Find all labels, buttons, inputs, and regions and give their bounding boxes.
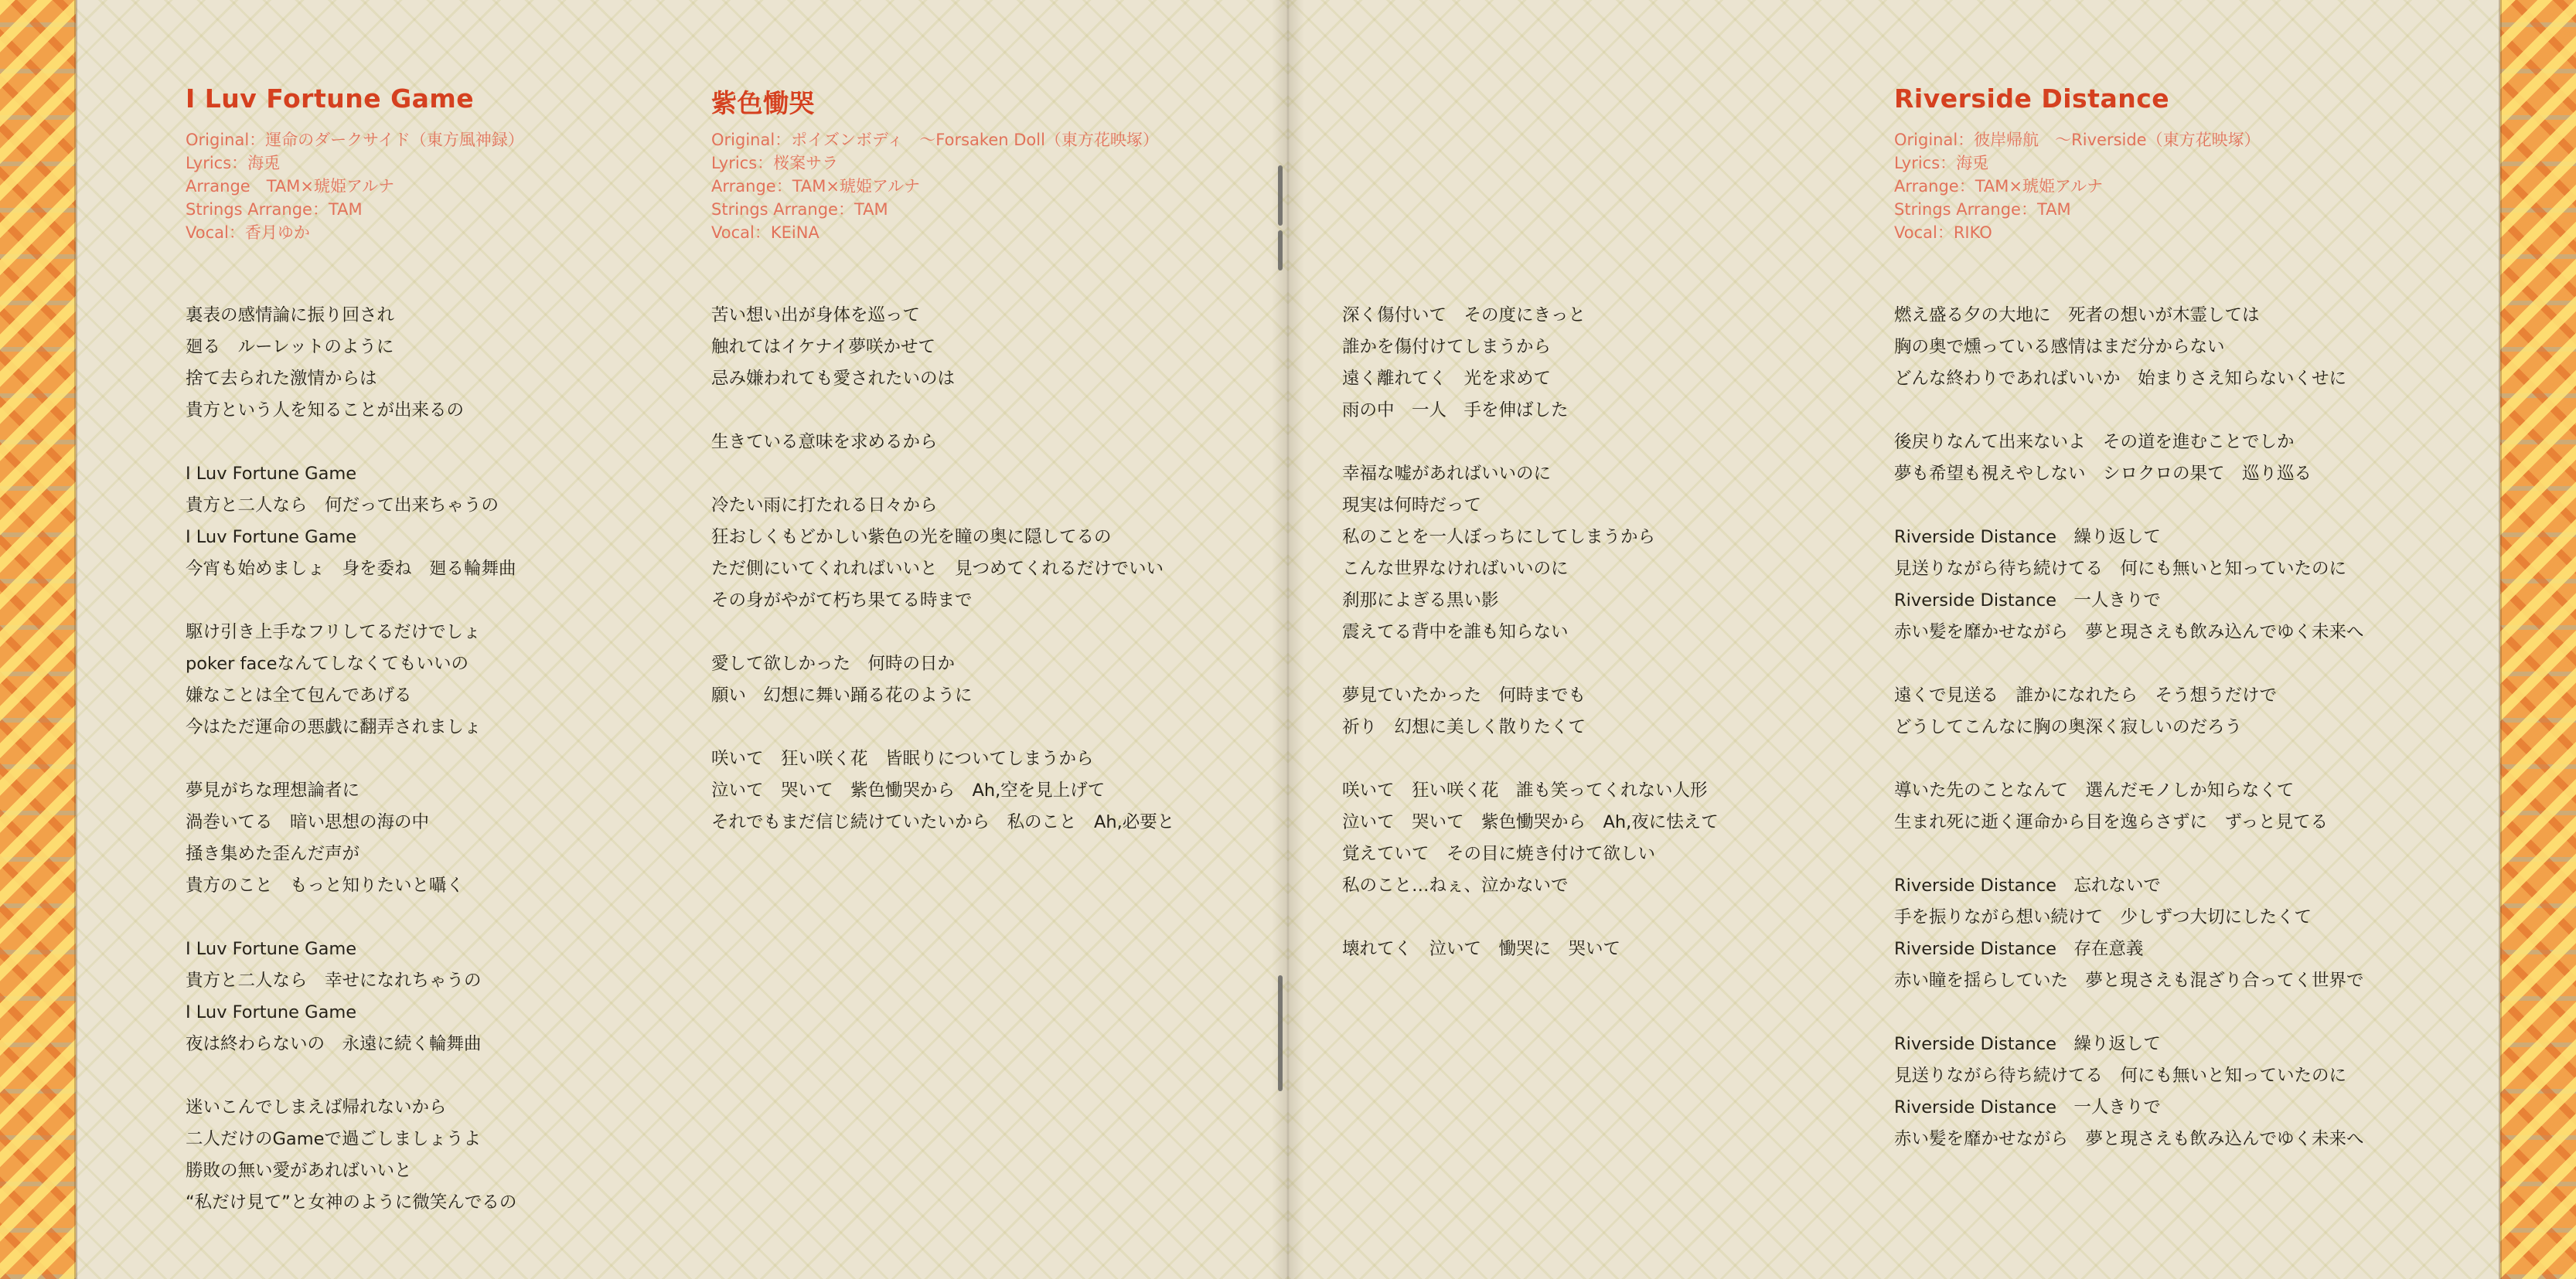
lyric-line: Riverside Distance 繰り返して [1894, 527, 2161, 547]
lyric-line: 赤い髪を靡かせながら 夢と現さえも飲み込んでゆく未来へ [1894, 1129, 2364, 1149]
lyric-line: I Luv Fortune Game [186, 1002, 357, 1022]
lyrics-stanza [186, 458, 727, 585]
lyric-line: どうしてこんなに胸の奥深く寂しいのだろう [1894, 717, 2243, 737]
left-decorative-border [0, 0, 76, 1279]
lyrics-block [711, 300, 1252, 838]
lyrics-stanza [186, 775, 727, 902]
lyric-line: 貴方と二人なら 何だって出来ちゃうの [186, 495, 499, 515]
lyric-line: 誰かを傷付けてしまうから [1342, 337, 1552, 357]
lyrics-stanza [1894, 300, 2435, 395]
lyric-line: 貴方という人を知ることが出来るの [186, 400, 465, 420]
lyric-line: 愛して欲しかった 何時の日か [711, 654, 956, 674]
credit-line: Vocal：香月ゆか [186, 223, 310, 242]
song-column-riverside-distance [1894, 83, 2435, 1187]
staple-top-lower [1278, 230, 1283, 270]
credit-line: Vocal：RIKO [1894, 223, 1992, 242]
lyric-line: 忌み嫌われても愛されたいのは [711, 369, 956, 389]
lyrics-stanza [1894, 522, 2435, 648]
lyrics-stanza [1894, 680, 2435, 743]
lyric-line: 祈り 幻想に美しく散りたくて [1342, 717, 1586, 737]
lyric-line: Riverside Distance 存在意義 [1894, 939, 2144, 959]
right-border-edge [2499, 0, 2502, 1279]
lyrics-block [1342, 300, 1883, 965]
credit-line: Arrange：TAM×琥姫アルナ [1894, 177, 2104, 196]
lyric-line: 私のことを一人ぼっちにしてしまうから [1342, 527, 1656, 547]
credit-line: Arrange：TAM×琥姫アルナ [711, 177, 921, 196]
lyric-line: 狂おしくもどかしい紫色の光を瞳の奥に隠してるの [711, 527, 1112, 547]
lyric-line: 導いた先のことなんて 選んだモノしか知らなくて [1894, 781, 2295, 801]
song-column-murasakiiro-doukoku-continued [1342, 83, 1883, 997]
lyrics-stanza [711, 427, 1252, 458]
lyric-line: 刹那によぎる黒い影 [1342, 590, 1499, 611]
lyric-line: 見送りながら待ち続けてる 何にも無いと知っていたのに [1894, 1066, 2347, 1086]
song-column-i-luv-fortune-game [186, 83, 727, 1250]
lyrics-stanza [186, 1092, 727, 1219]
credit-line: Original：ポイズンボディ ～Forsaken Doll（東方花映塚） [711, 131, 1159, 149]
lyrics-stanza [711, 300, 1252, 395]
lyric-line: Riverside Distance 忘れないで [1894, 876, 2161, 896]
lyric-line: I Luv Fortune Game [186, 939, 357, 959]
lyric-line: 今宵も始めましょ 身を委ね 廻る輪舞曲 [186, 559, 516, 579]
lyric-line: 貴方のこと もっと知りたいと囁く [186, 876, 465, 896]
credit-line: Strings Arrange：TAM [1894, 200, 2071, 219]
lyrics-stanza [711, 743, 1252, 838]
lyric-line: 迷いこんでしまえば帰れないから [186, 1097, 447, 1117]
lyrics-stanza [1894, 1029, 2435, 1155]
lyric-line: 覚えていて その目に焼き付けて欲しい [1342, 844, 1656, 864]
lyric-line: Riverside Distance 繰り返して [1894, 1034, 2161, 1054]
lyric-line: 遠く離れてく 光を求めて [1342, 369, 1552, 389]
lyric-line: “私だけ見て”と女神のように微笑んでるの [186, 1192, 517, 1213]
lyric-line: 冷たい雨に打たれる日々から [711, 495, 938, 515]
lyric-line: どんな終わりであればいいか 始まりさえ知らないくせに [1894, 369, 2347, 389]
staple-bottom [1278, 975, 1283, 1091]
lyric-line: 咲いて 狂い咲く花 誰も笑ってくれない人形 [1342, 781, 1708, 801]
lyric-line: 願い 幻想に舞い踊る花のように [711, 685, 973, 706]
lyric-line: 勝敗の無い愛があればいいと [186, 1161, 412, 1181]
lyric-line: 私のこと…ねぇ、泣かないで [1342, 876, 1569, 896]
lyric-line: 夢見がちな理想論者に [186, 781, 360, 801]
lyrics-stanza [1342, 775, 1883, 902]
lyric-line: 貴方と二人なら 幸せになれちゃうの [186, 971, 482, 991]
credit-line: Lyrics：海兎 [1894, 154, 1989, 172]
lyric-line: 深く傷付いて その度にきっと [1342, 305, 1586, 325]
lyric-line: 苦い想い出が身体を巡って [711, 305, 921, 325]
credit-line: Original：彼岸帰航 ～Riverside（東方花映塚） [1894, 131, 2261, 149]
credit-line: Original：運命のダークサイド（東方風神録） [186, 131, 524, 149]
lyrics-stanza [186, 934, 727, 1060]
credit-line: Lyrics：海兎 [186, 154, 281, 172]
booklet-spine [1272, 0, 1304, 1279]
lyrics-stanza [1894, 427, 2435, 490]
lyrics-stanza [1342, 680, 1883, 743]
lyric-line: 赤い瞳を揺らしていた 夢と現さえも混ざり合ってく世界で [1894, 971, 2364, 991]
credit-line: Arrange TAM×琥姫アルナ [186, 177, 395, 196]
lyrics-block [1894, 300, 2435, 1155]
lyric-line: 咲いて 狂い咲く花 皆眠りについてしまうから [711, 749, 1094, 769]
lyrics-stanza [711, 648, 1252, 712]
lyric-line: 現実は何時だって [1342, 495, 1482, 515]
lyric-line: poker faceなんてしなくてもいいの [186, 654, 469, 674]
lyrics-stanza [711, 490, 1252, 617]
lyric-line: 今はただ運命の悪戯に翻弄されましょ [186, 717, 482, 737]
lyric-line: 渦巻いてる 暗い思想の海の中 [186, 812, 430, 832]
song-credits [711, 128, 1252, 244]
lyric-line: ただ側にいてくれればいいと 見つめてくれるだけでいい [711, 559, 1164, 579]
credit-line: Strings Arrange：TAM [711, 200, 888, 219]
lyric-line: 手を振りながら想い続けて 少しずつ大切にしたくて [1894, 907, 2312, 927]
lyric-line: 掻き集めた歪んだ声が [186, 844, 360, 864]
lyric-line: 触れてはイケナイ夢咲かせて [711, 337, 936, 357]
credit-line: Lyrics：桜案サラ [711, 154, 839, 172]
lyrics-stanza [186, 300, 727, 427]
lyric-line: 二人だけのGameで過ごしましょうよ [186, 1129, 481, 1149]
lyric-line: 見送りながら待ち続けてる 何にも無いと知っていたのに [1894, 559, 2347, 579]
lyric-line: 夢見ていたかった 何時までも [1342, 685, 1586, 706]
song-title: I Luv Fortune Game [186, 83, 475, 114]
lyric-line: その身がやがて朽ち果てる時まで [711, 590, 973, 611]
lyric-line: 壊れてく 泣いて 慟哭に 哭いて [1342, 939, 1621, 959]
lyric-line: 嫌なことは全て包んであげる [186, 685, 412, 706]
lyric-line: 駆け引き上手なフリしてるだけでしょ [186, 622, 481, 642]
staple-top [1278, 165, 1283, 226]
lyric-line: 遠くで見送る 誰かになれたら そう想うだけで [1894, 685, 2278, 706]
song-credits [1894, 128, 2435, 244]
song-credits [186, 128, 727, 244]
lyrics-stanza [1342, 300, 1883, 427]
lyrics-stanza [1342, 458, 1883, 648]
lyric-line: 雨の中 一人 手を伸ばした [1342, 400, 1569, 420]
lyric-line: 幸福な嘘があればいいのに [1342, 464, 1552, 484]
lyric-line: 廻る ルーレットのように [186, 337, 394, 357]
lyric-line: 赤い髪を靡かせながら 夢と現さえも飲み込んでゆく未来へ [1894, 622, 2364, 642]
lyric-line: 夢も希望も視えやしない シロクロの果て 巡り巡る [1894, 464, 2312, 484]
credit-line: Strings Arrange：TAM [186, 200, 363, 219]
lyric-line: 泣いて 哭いて 紫色慟哭から Ah,空を見上げて [711, 781, 1106, 801]
lyric-line: こんな世界なければいいのに [1342, 559, 1569, 579]
left-border-edge [74, 0, 77, 1279]
lyrics-block [186, 300, 727, 1219]
lyric-line: 夜は終わらないの 永遠に続く輪舞曲 [186, 1034, 482, 1054]
lyric-line: 泣いて 哭いて 紫色慟哭から Ah,夜に怯えて [1342, 812, 1719, 832]
song-title: Riverside Distance [1894, 83, 2170, 114]
lyric-line: I Luv Fortune Game [186, 527, 357, 547]
song-title [1342, 83, 1883, 116]
lyrics-stanza [186, 617, 727, 743]
lyrics-stanza [1894, 775, 2435, 838]
lyric-line: 裏表の感情論に振り回され [186, 305, 395, 325]
lyric-line: 震えてる背中を誰も知らない [1342, 622, 1569, 642]
lyric-line: それでもまだ信じ続けていたいから 私のこと Ah,必要と [711, 812, 1175, 832]
lyric-line: 生きている意味を求めるから [711, 432, 938, 452]
song-credits [1342, 128, 1883, 244]
lyrics-stanza [1894, 870, 2435, 997]
lyrics-stanza [1342, 934, 1883, 965]
lyric-line: Riverside Distance 一人きりで [1894, 590, 2161, 611]
lyric-line: 捨て去られた激情からは [186, 369, 377, 389]
lyric-line: I Luv Fortune Game [186, 464, 357, 484]
lyric-line: Riverside Distance 一人きりで [1894, 1097, 2161, 1117]
credit-line: Vocal：KEiNA [711, 223, 819, 242]
lyric-line: 後戻りなんて出来ないよ その道を進むことでしか [1894, 432, 2295, 452]
right-decorative-border [2500, 0, 2576, 1279]
song-title: 紫色慟哭 [711, 88, 815, 118]
lyric-line: 胸の奥で燻っている感情はまだ分からない [1894, 337, 2225, 357]
lyric-line: 燃え盛る夕の大地に 死者の想いが木霊しては [1894, 305, 2260, 325]
song-column-murasakiiro-doukoku [711, 83, 1252, 870]
lyric-line: 生まれ死に逝く運命から目を逸らさずに ずっと見てる [1894, 812, 2329, 832]
